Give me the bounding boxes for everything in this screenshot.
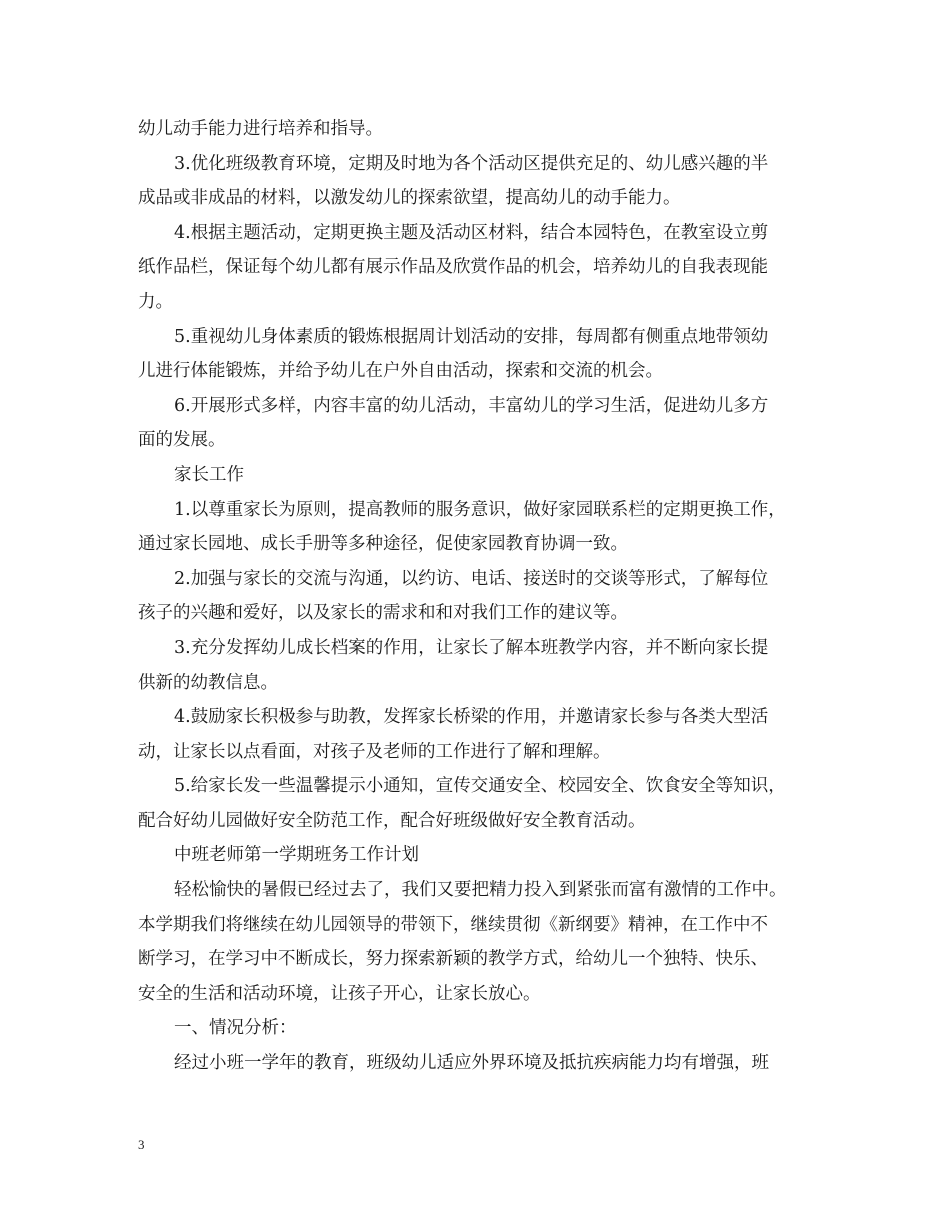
text-line: 断学习，在学习中不断成长，努力探索新颖的教学方式，给幼儿一个独特、快乐、 <box>138 949 768 970</box>
text-line: 轻松愉快的暑假已经过去了，我们又要把精力投入到紧张而富有激情的工作中。 <box>174 880 787 901</box>
text-line: 孩子的兴趣和爱好，以及家长的需求和和对我们工作的建议等。 <box>138 603 628 624</box>
text-line: 6.开展形式多样，内容丰富的幼儿活动，丰富幼儿的学习生活，促进幼儿多方 <box>174 395 769 416</box>
text-line: 5.给家长发一些温馨提示小通知，宣传交通安全、校园安全、饮食安全等知识， <box>174 776 786 797</box>
text-line: 4.鼓励家长积极参与助教，发挥家长桥梁的作用，并邀请家长参与各类大型活 <box>174 707 769 728</box>
text-line: 4.根据主题活动，定期更换主题及活动区材料，结合本园特色，在教室设立剪 <box>174 222 769 243</box>
text-line: 家长工作 <box>174 464 244 485</box>
text-line: 动，让家长以点看面，对孩子及老师的工作进行了解和理解。 <box>138 741 611 762</box>
text-line: 2.加强与家长的交流与沟通，以约访、电话、接送时的交谈等形式，了解每位 <box>174 568 769 589</box>
text-line: 通过家长园地、成长手册等多种途径，促使家园教育协调一致。 <box>138 534 628 555</box>
text-line: 面的发展。 <box>138 430 226 451</box>
text-line: 儿进行体能锻炼，并给予幼儿在户外自由活动，探索和交流的机会。 <box>138 361 663 382</box>
text-line: 力。 <box>138 291 173 312</box>
text-line: 幼儿动手能力进行培养和指导。 <box>138 119 383 139</box>
text-line: 1.以尊重家长为原则，提高教师的服务意识，做好家园联系栏的定期更换工作， <box>174 499 786 520</box>
text-line: 一、情况分析： <box>174 1018 297 1039</box>
text-line: 供新的幼教信息。 <box>138 672 278 693</box>
page-number: 3 <box>138 1137 145 1152</box>
text-line: 5.重视幼儿身体素质的锻炼根据周计划活动的安排，每周都有侧重点地带领幼 <box>174 326 769 347</box>
text-line: 成品或非成品的材料，以激发幼儿的探索欲望，提高幼儿的动手能力。 <box>138 188 681 209</box>
text-line: 配合好幼儿园做好安全防范工作，配合好班级做好安全教育活动。 <box>138 810 646 831</box>
text-line: 3.充分发挥幼儿成长档案的作用，让家长了解本班教学内容，并不断向家长提 <box>174 637 769 658</box>
text-line: 纸作品栏，保证每个幼儿都有展示作品及欣赏作品的机会，培养幼儿的自我表现能 <box>138 257 768 278</box>
document-body <box>138 112 820 1081</box>
text-line: 经过小班一学年的教育，班级幼儿适应外界环境及抵抗疾病能力均有增强，班 <box>174 1053 769 1074</box>
text-line: 中班老师第一学期班务工作计划 <box>174 845 419 866</box>
text-line: 安全的生活和活动环境，让孩子开心，让家长放心。 <box>138 983 541 1004</box>
text-line: 3.优化班级教育环境，定期及时地为各个活动区提供充足的、幼儿感兴趣的半 <box>174 153 769 174</box>
text-line: 本学期我们将继续在幼儿园领导的带领下，继续贯彻《新纲要》精神，在工作中不 <box>138 914 768 935</box>
